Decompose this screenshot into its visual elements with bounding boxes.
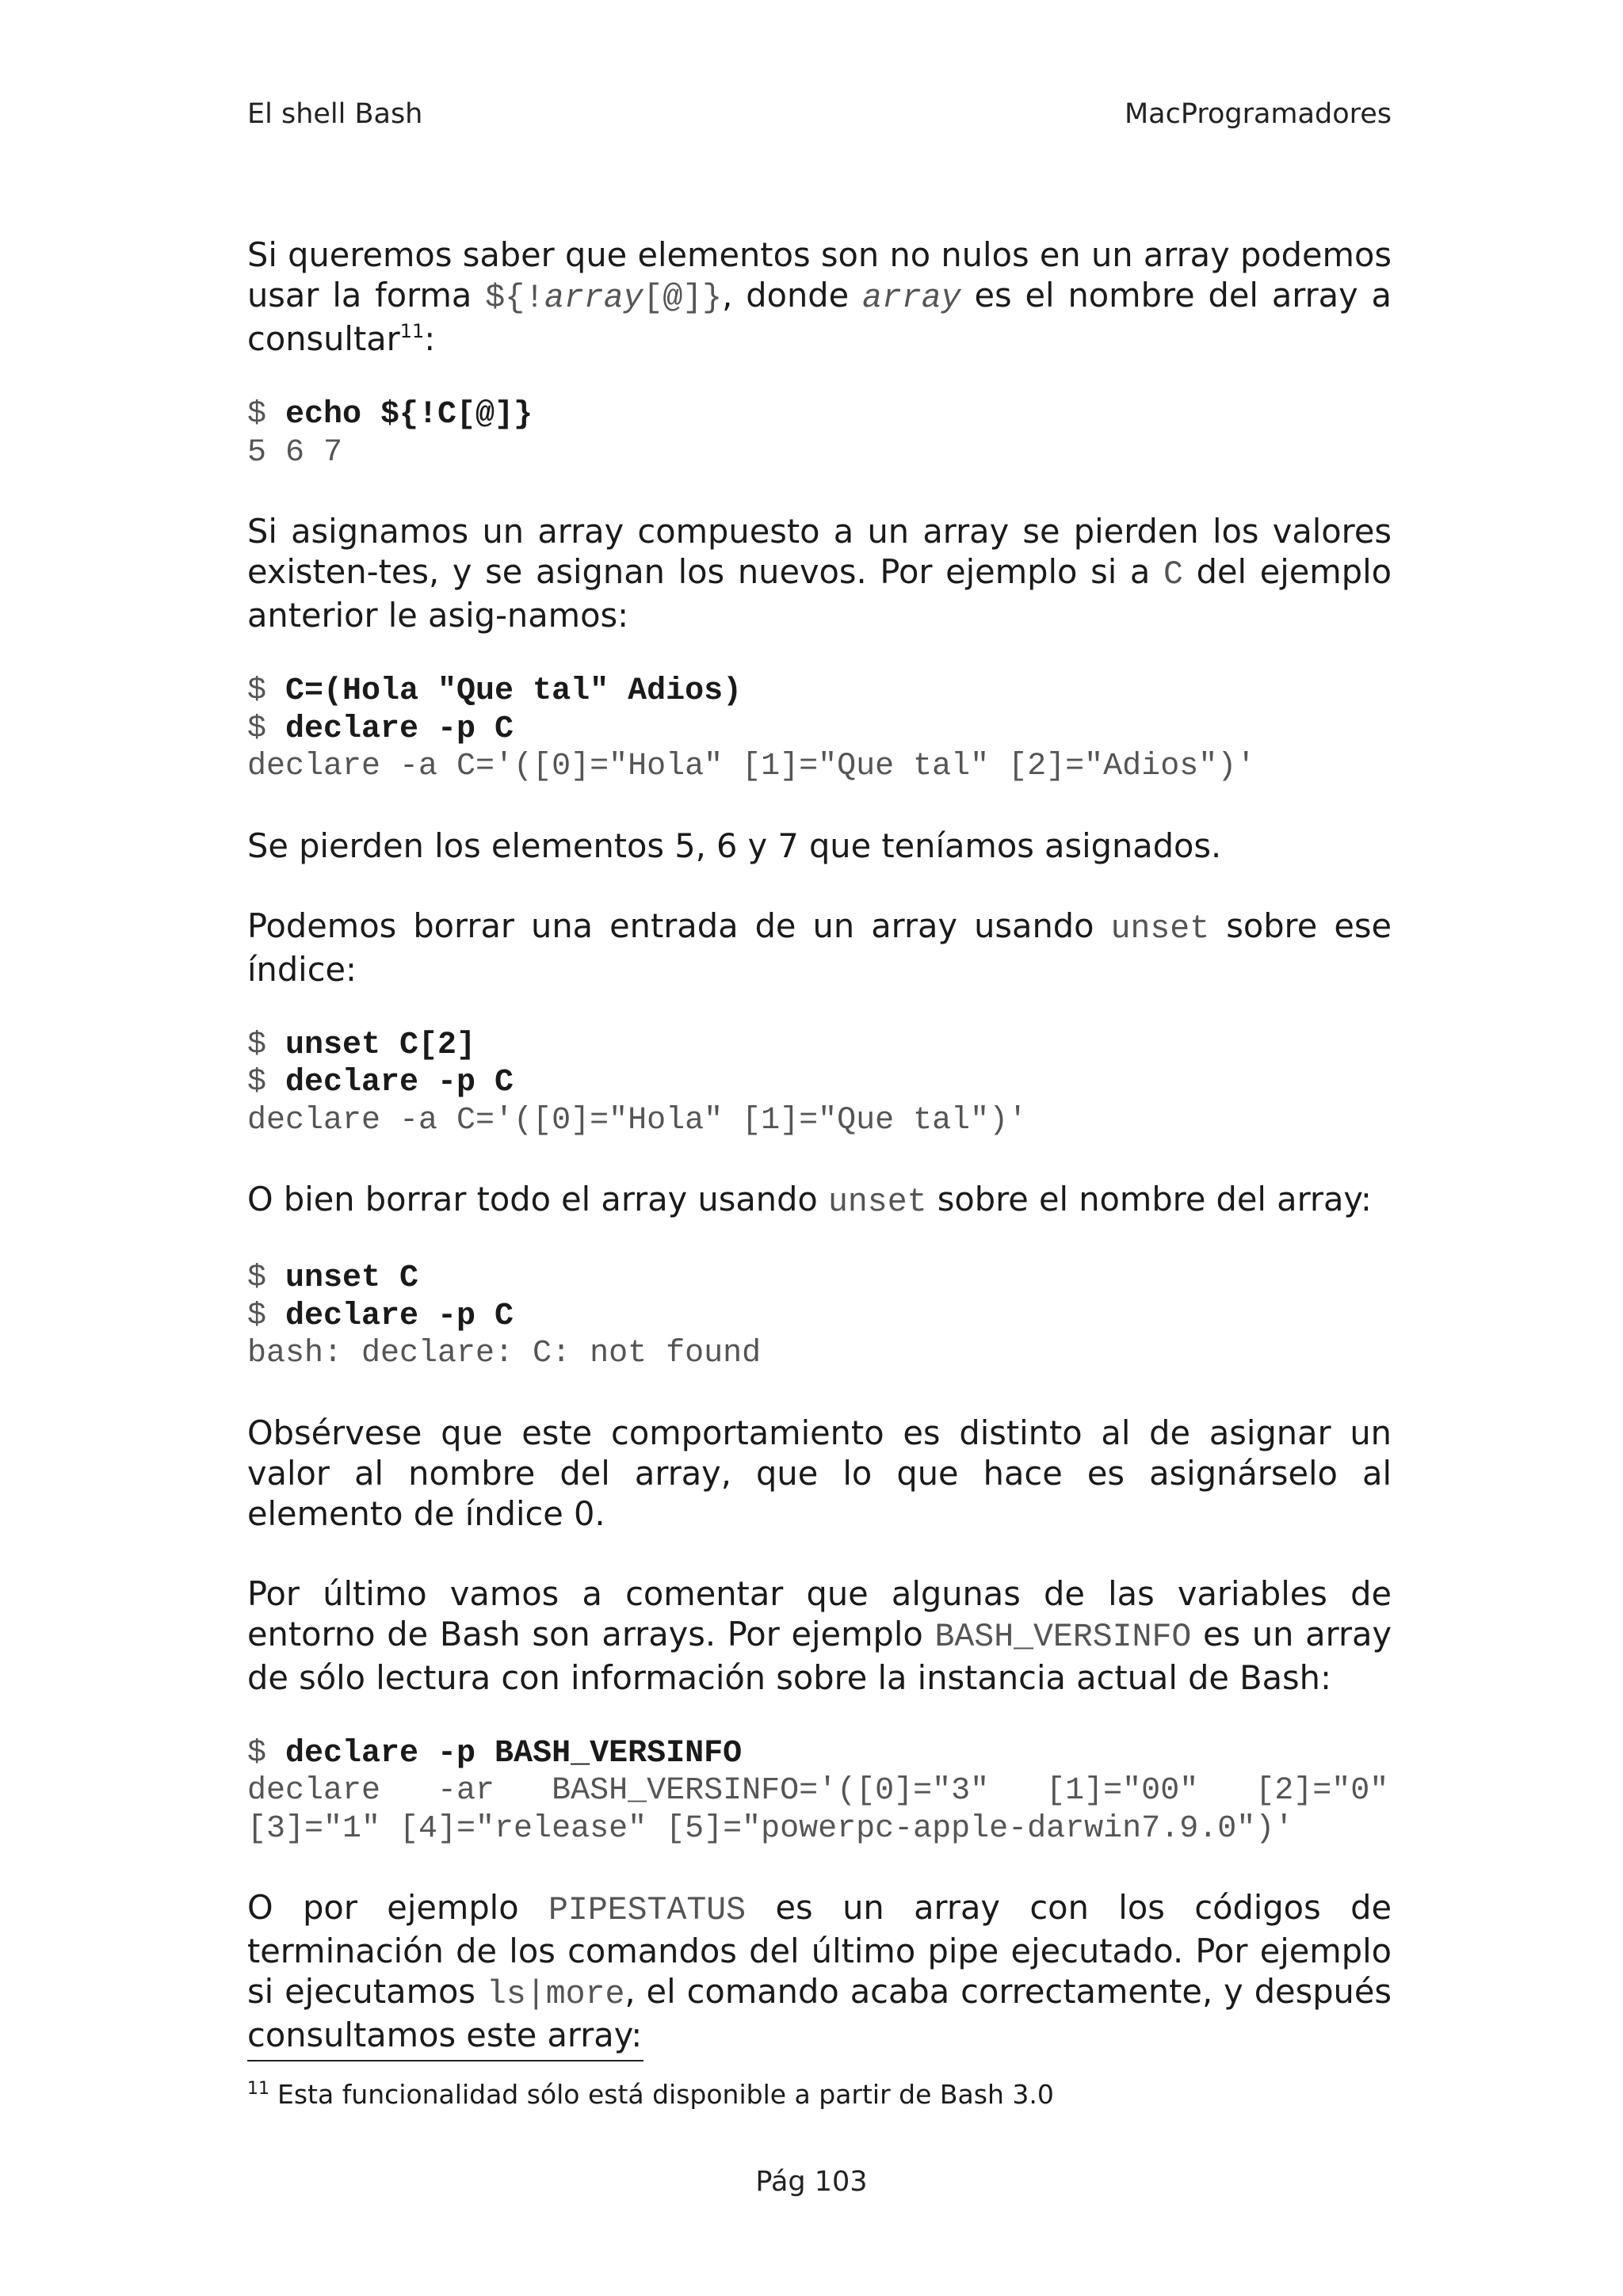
code-command: declare -p BASH_VERSINFO bbox=[285, 1735, 743, 1772]
paragraph-text: es un array de sólo lectura con información sobre la instancia actual de Bash: bbox=[247, 1614, 1392, 1697]
code-command: declare -p C bbox=[285, 1065, 514, 1100]
footnote-reference: 11 bbox=[399, 320, 425, 342]
header-left-title: El shell Bash bbox=[247, 98, 423, 130]
paragraph-text: es un array con los códigos de terminación de los comandos del último pipe ejecutado. Por ejemplo si ejecutamos bbox=[247, 1888, 1392, 2011]
paragraph-text: sobre el nombre del array: bbox=[926, 1180, 1372, 1219]
footnote-divider bbox=[247, 2060, 643, 2061]
code-command: unset C bbox=[285, 1261, 419, 1296]
inline-code: ${!array[@]} bbox=[485, 280, 723, 317]
code-output: declare -a C='([0]="Hola" [1]="Que tal")' bbox=[247, 1102, 1028, 1138]
paragraph-text: Se pierden los elementos 5, 6 y 7 que teníamos asignados. bbox=[247, 826, 1222, 865]
paragraph-text: , el comando acaba correctamente, y después consultamos este array: bbox=[247, 1972, 1392, 2054]
paragraph-text: es el nombre del array a consultar bbox=[247, 276, 1392, 358]
code-command: declare -p C bbox=[285, 1298, 514, 1334]
inline-code-italic: array bbox=[862, 280, 961, 317]
code-block-unset-index: $ unset C[2] $ declare -p C declare -a C='([0]="Hola" [1]="Que tal")' bbox=[247, 1027, 1028, 1138]
paragraph-text: sobre ese índice: bbox=[247, 906, 1392, 989]
paragraph-unset-array bbox=[247, 1179, 1392, 1222]
code-output: [3]="1" [4]="release" [5]="powerpc-apple-darwin7.9.0")' bbox=[247, 1810, 1294, 1847]
code-output: declare -ar BASH_VERSINFO='([0]="3" [1]="00" [2]="0" bbox=[247, 1773, 1389, 1809]
code-command: echo ${!C[@]} bbox=[285, 397, 533, 433]
page-content bbox=[247, 235, 1392, 2055]
code-block-echo: $ echo ${!C[@]} 5 6 7 bbox=[247, 397, 533, 471]
inline-code: ls|more bbox=[487, 1976, 625, 2013]
paragraph-text: O bien borrar todo el array usando bbox=[247, 1180, 828, 1219]
paragraph-text: del ejemplo anterior le asig-namos: bbox=[247, 552, 1392, 635]
paragraph-text: : bbox=[424, 319, 436, 358]
inline-code: unset bbox=[1110, 910, 1210, 948]
paragraph-text: Si queremos saber que elementos son no nulos en un array podemos usar la forma bbox=[247, 235, 1392, 315]
code-command: declare -p C bbox=[285, 711, 514, 747]
paragraph-compound-assign bbox=[247, 511, 1392, 635]
code-output: 5 6 7 bbox=[247, 434, 343, 471]
code-output: bash: declare: C: not found bbox=[247, 1336, 762, 1371]
paragraph-text: Obsérvese que este comportamiento es distinto al de asignar un valor al nombre del array, que lo que hace es asignárselo al elemento de índice 0. bbox=[247, 1413, 1392, 1533]
inline-code: BASH_VERSINFO bbox=[934, 1618, 1192, 1656]
paragraph-text: O por ejemplo bbox=[247, 1888, 549, 1927]
paragraph-text: , donde bbox=[722, 276, 863, 315]
page-number: Pág 103 bbox=[755, 2166, 868, 2198]
code-block-versinfo: $ declare -p BASH_VERSINFO declare -ar BASH_VERSINFO='([0]="3" [1]="00" [2]="0" [3]="1" [4]="release" [5]="powerpc-apple-darwin7.9.0")' bbox=[247, 1735, 1389, 1847]
paragraph-non-null-elements bbox=[247, 235, 1392, 359]
inline-code: C bbox=[1163, 556, 1183, 593]
code-output: declare -a C='([0]="Hola" [1]="Que tal" [2]="Adios")' bbox=[247, 749, 1256, 784]
code-block-unset-array: $ unset C $ declare -p C bash: declare: C: not found bbox=[247, 1261, 762, 1371]
inline-code: unset bbox=[828, 1184, 927, 1221]
code-command: C=(Hola "Que tal" Adios) bbox=[285, 673, 743, 709]
footnote-number: 11 bbox=[247, 2079, 269, 2099]
page-header bbox=[247, 98, 1392, 136]
paragraph-behavior-note bbox=[247, 1413, 1392, 1534]
paragraph-unset-entry bbox=[247, 906, 1392, 990]
footnote bbox=[247, 2079, 1054, 2110]
paragraph-text: Podemos borrar una entrada de un array usando bbox=[247, 906, 1111, 945]
paragraph-pipestatus bbox=[247, 1887, 1392, 2055]
code-block-assign: $ C=(Hola "Que tal" Adios) $ declare -p C declare -a C='([0]="Hola" [1]="Que tal" [2]="Adios")' bbox=[247, 673, 1256, 784]
footnote-text: Esta funcionalidad sólo está disponible a partir de Bash 3.0 bbox=[277, 2079, 1054, 2110]
paragraph-lost-elements bbox=[247, 826, 1392, 866]
paragraph-env-arrays bbox=[247, 1573, 1392, 1698]
inline-code: PIPESTATUS bbox=[548, 1892, 747, 1929]
header-right-title: MacProgramadores bbox=[1124, 98, 1392, 130]
paragraph-text: Por último vamos a comentar que algunas de las variables de entorno de Bash son arrays. Por ejemplo bbox=[247, 1573, 1392, 1653]
paragraph-text: Si asignamos un array compuesto a un array se pierden los valores existen-tes, y se asignan los nuevos. Por ejemplo si a bbox=[247, 512, 1392, 591]
code-command: unset C[2] bbox=[285, 1027, 476, 1063]
